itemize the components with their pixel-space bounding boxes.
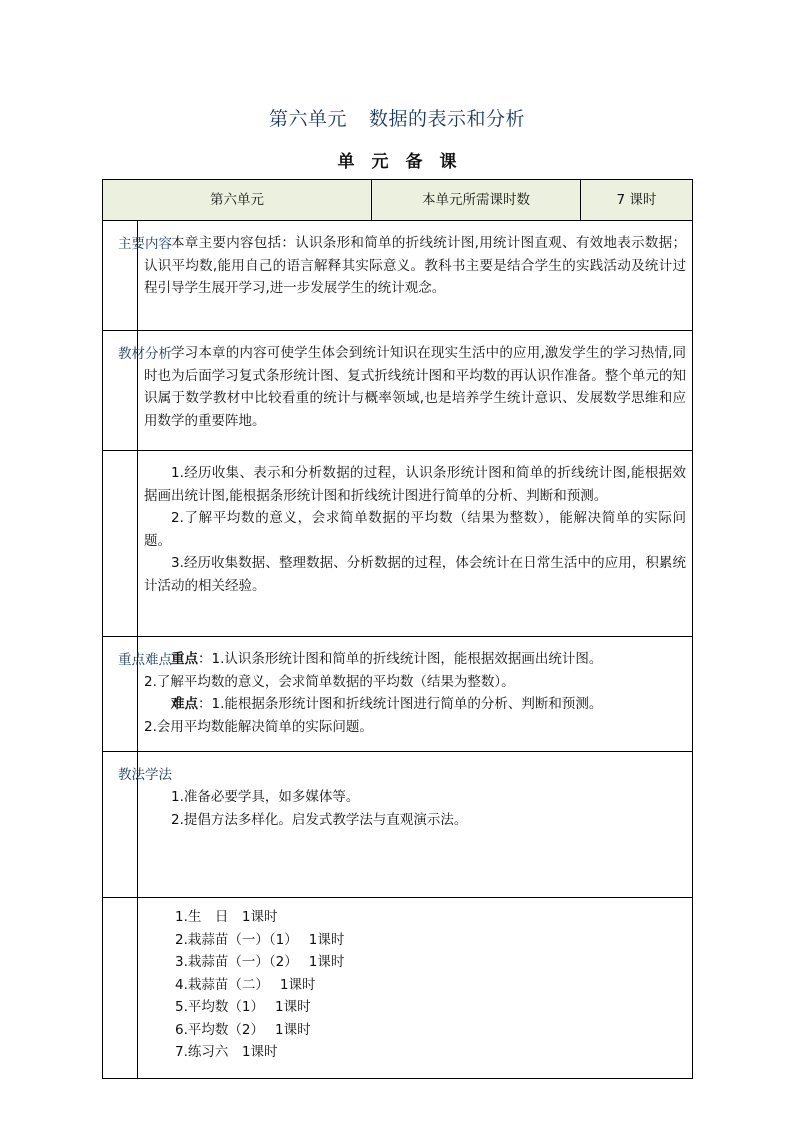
document-title <box>0 104 794 131</box>
unit-plan-table <box>102 179 693 1079</box>
goal-item: 2.了解平均数的意义，会求简单数据的平均数（结果为整数），能解决简单的实际问题。 <box>144 510 686 549</box>
table-header-row <box>103 180 693 221</box>
table-row-methods <box>103 752 693 898</box>
lesson-item: 3.栽蒜苗（一）（2） 1课时 <box>175 954 345 970</box>
row-label-methods: 教法学法 <box>103 752 138 898</box>
row-keypoints-cell <box>138 637 693 752</box>
row-goals-cell <box>138 451 693 637</box>
key-text: ：1.认识条形统计图和简单的折线统计图，能根据效据画出统计图。 <box>198 651 603 667</box>
header-hours-label-cell: 本单元所需课时数 <box>372 180 581 221</box>
header-hours-value-cell: 7 课时 <box>581 180 693 221</box>
row-label-schedule <box>103 898 138 1079</box>
row-label-keypoints: 重点难点 <box>103 637 138 752</box>
header-unit-cell: 第六单元 <box>103 180 372 221</box>
goal-item: 1.经历收集、表示和分析数据的过程，认识条形统计图和简单的折线统计图,能根据效据画出统计图,能根据条形统计图和折线统计图进行简单的分析、判断和预测。 <box>144 465 686 504</box>
method-item: 2.提倡方法多样化。启发式教学法与直观演示法。 <box>171 811 468 828</box>
key-label: 重点 <box>171 651 198 667</box>
lesson-item: 2.栽蒜苗（一）（1） 1课时 <box>175 931 345 948</box>
title-topic: 数据的表示和分析 <box>369 108 526 130</box>
table-row-schedule <box>103 898 693 1079</box>
method-item: 1.准备必要学具，如多媒体等。 <box>171 789 360 805</box>
difficulty-text: ：1.能根据条形统计图和折线统计图进行简单的分析、判断和预测。 <box>198 696 603 712</box>
row-label-content: 主要内容 <box>103 221 138 331</box>
analysis-paragraph: 学习本章的内容可使学生体会到统计知识在现实生活中的应用,激发学生的学习热情,同时也为后面学习复式条形统计图、复式折线统计图和平均数的再认识作准备。整个单元的知识属于数学教材中比较看重的统计与概率领域,也是培养学生统计意识、发展数学思维和应用数学的重要阵地。 <box>144 345 686 429</box>
lesson-item: 6.平均数（2） 1课时 <box>175 1021 311 1038</box>
row-label-goals <box>103 451 138 637</box>
content-paragraph: 本章主要内容包括：认识条形和简单的折线统计图,用统计图直观、有效地表示数据；认识平均数,能用自己的语言解释其实际意义。教科书主要是结合学生的实践活动及统计过程引导学生展开学习,进一步发展学生的统计观念。 <box>144 235 686 296</box>
title-unit: 第六单元 <box>268 108 347 130</box>
table-row-keypoints <box>103 637 693 752</box>
lesson-item: 1.生 日 1课时 <box>175 909 278 925</box>
lesson-item: 5.平均数（1） 1课时 <box>175 999 311 1015</box>
difficulty-line <box>144 693 686 716</box>
keypoint-line: 2.了解平均数的意义，会求简单数据的平均数（结果为整数）。 <box>144 673 515 690</box>
table-row-content <box>103 221 693 331</box>
goal-item: 3.经历收集数据、整理数据、分析数据的过程，体会统计在日常生活中的应用，积累统计活动的相关经验。 <box>144 555 686 594</box>
keypoint-line <box>144 648 686 671</box>
lesson-item: 7.练习六 1课时 <box>175 1044 278 1060</box>
table-row-analysis <box>103 331 693 451</box>
document-subtitle: 单元备课 <box>337 152 474 172</box>
row-content-cell <box>138 221 693 331</box>
difficulty-line: 2.会用平均数能解决简单的实际问题。 <box>144 718 373 735</box>
lesson-item: 4.栽蒜苗（二） 1课时 <box>175 976 316 993</box>
row-analysis-cell <box>138 331 693 451</box>
table-row-goals <box>103 451 693 637</box>
row-label-analysis: 教材分析 <box>103 331 138 451</box>
row-methods-cell <box>138 752 693 898</box>
row-schedule-cell <box>138 898 693 1079</box>
difficulty-label: 难点 <box>171 696 198 712</box>
